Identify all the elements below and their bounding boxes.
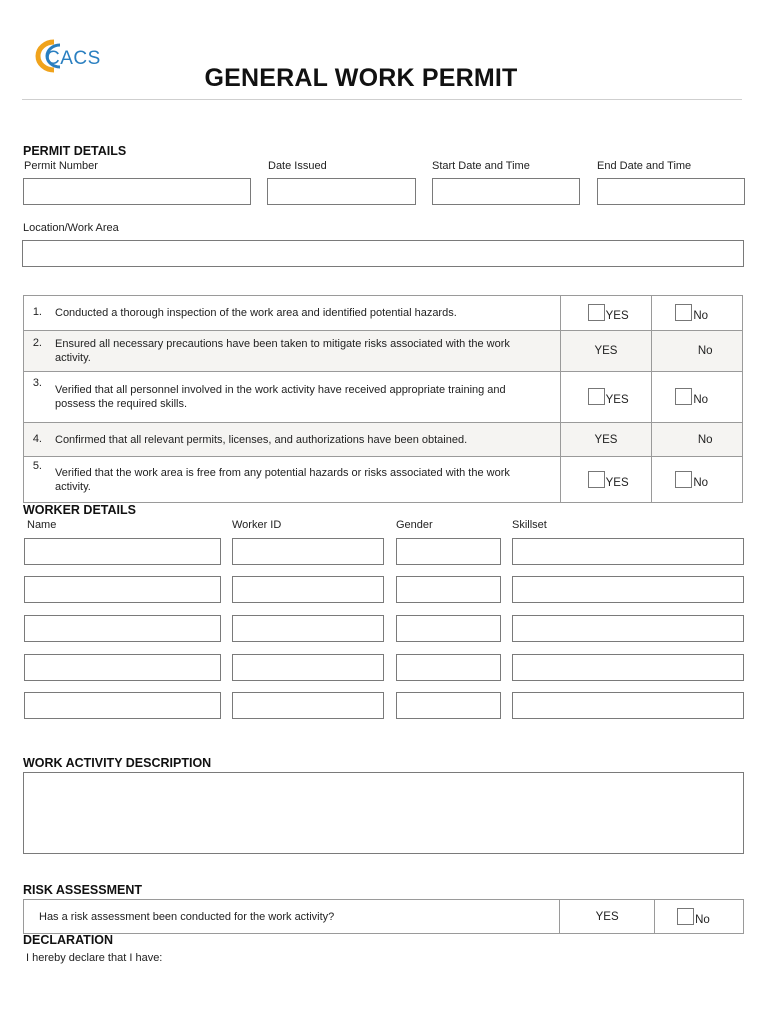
risk-assessment-table: [23, 899, 744, 934]
worker-gender-field[interactable]: [396, 576, 501, 603]
worker-skillset-field[interactable]: [512, 615, 744, 642]
no-checkbox[interactable]: [677, 908, 694, 925]
work-activity-textarea[interactable]: [23, 772, 744, 854]
yes-label: YES: [605, 310, 629, 322]
declaration-text: I hereby declare that I have:: [26, 952, 163, 964]
safety-checklist-table: [23, 295, 743, 503]
item-number: 3.: [32, 377, 42, 389]
worker-skillset-field[interactable]: [512, 576, 744, 603]
col-skillset-header: Skillset: [512, 519, 547, 531]
date-issued-field[interactable]: [267, 178, 416, 205]
start-date-label: Start Date and Time: [432, 160, 530, 172]
worker-gender-field[interactable]: [396, 615, 501, 642]
page-title: GENERAL WORK PERMIT: [204, 64, 518, 92]
worker-id-field[interactable]: [232, 654, 384, 681]
item-number: 1.: [32, 306, 42, 318]
item-text: Ensured all necessary precautions have been taken to mitigate risks associated with the work activity.: [55, 338, 510, 364]
worker-skillset-field[interactable]: [512, 654, 744, 681]
item-text: Confirmed that all relevant permits, licenses, and authorizations have been obtained.: [55, 433, 468, 446]
worker-id-field[interactable]: [232, 576, 384, 603]
worker-name-field[interactable]: [24, 576, 221, 603]
yes-label: YES: [605, 476, 629, 489]
yes-checkbox[interactable]: [588, 304, 605, 321]
risk-assessment-row: [24, 900, 744, 934]
yes-checkbox[interactable]: [588, 388, 605, 405]
location-field[interactable]: [22, 240, 744, 267]
col-gender-header: Gender: [396, 519, 433, 531]
item-text: Verified that all personnel involved in the work activity have received appropriate training and possess the required skills.: [55, 384, 506, 410]
worker-name-field[interactable]: [24, 538, 221, 565]
col-worker-id-header: Worker ID: [232, 519, 282, 531]
header-divider: [22, 99, 742, 100]
no-checkbox[interactable]: [675, 388, 692, 405]
worker-name-field[interactable]: [24, 615, 221, 642]
worker-id-field[interactable]: [232, 692, 384, 719]
no-checkbox[interactable]: [675, 471, 692, 488]
permit-number-field[interactable]: [23, 178, 251, 205]
worker-gender-field[interactable]: [396, 692, 501, 719]
no-checkbox[interactable]: [675, 304, 692, 321]
worker-name-field[interactable]: [24, 692, 221, 719]
start-date-field[interactable]: [432, 178, 580, 205]
yes-checkbox[interactable]: [588, 471, 605, 488]
worker-id-field[interactable]: [232, 538, 384, 565]
worker-gender-field[interactable]: [396, 654, 501, 681]
checklist-row: [24, 331, 743, 372]
worker-skillset-field[interactable]: [512, 538, 744, 565]
col-name-header: Name: [27, 519, 57, 531]
worker-details-heading: WORKER DETAILS: [23, 503, 136, 517]
no-label: No: [693, 394, 709, 406]
location-label: Location/Work Area: [23, 222, 119, 234]
no-label: No: [697, 433, 713, 446]
item-number: 5.: [32, 459, 42, 472]
permit-number-label: Permit Number: [24, 160, 98, 172]
work-activity-heading: WORK ACTIVITY DESCRIPTION: [23, 756, 212, 770]
date-issued-label: Date Issued: [268, 160, 327, 172]
declaration-heading: DECLARATION: [23, 933, 114, 947]
worker-skillset-field[interactable]: [512, 692, 744, 719]
no-label: No: [693, 476, 709, 489]
risk-assessment-heading: RISK ASSESSMENT: [23, 883, 143, 897]
worker-id-field[interactable]: [232, 615, 384, 642]
checklist-row: [24, 457, 743, 503]
item-text: Conducted a thorough inspection of the work area and identified potential hazards.: [55, 307, 457, 319]
no-label: No: [695, 913, 710, 926]
no-label: No: [697, 345, 713, 357]
yes-label: YES: [594, 345, 618, 357]
risk-question: Has a risk assessment been conducted for the work activity?: [39, 910, 335, 923]
item-number: 2.: [32, 337, 42, 349]
yes-label: YES: [594, 433, 618, 446]
checklist-row: [24, 372, 743, 423]
no-label: No: [693, 310, 709, 322]
end-date-field[interactable]: [597, 178, 745, 205]
permit-details-heading: PERMIT DETAILS: [23, 144, 127, 158]
item-text: Verified that the work area is free from any potential hazards or risks associated with the work activity.: [55, 466, 510, 493]
checklist-row: [24, 296, 743, 331]
end-date-label: End Date and Time: [597, 160, 692, 172]
yes-label: YES: [605, 394, 629, 406]
logo-text: CACS: [46, 48, 101, 69]
yes-label: YES: [595, 910, 619, 923]
worker-name-field[interactable]: [24, 654, 221, 681]
item-number: 4.: [32, 432, 42, 445]
worker-gender-field[interactable]: [396, 538, 501, 565]
checklist-row: [24, 423, 743, 457]
